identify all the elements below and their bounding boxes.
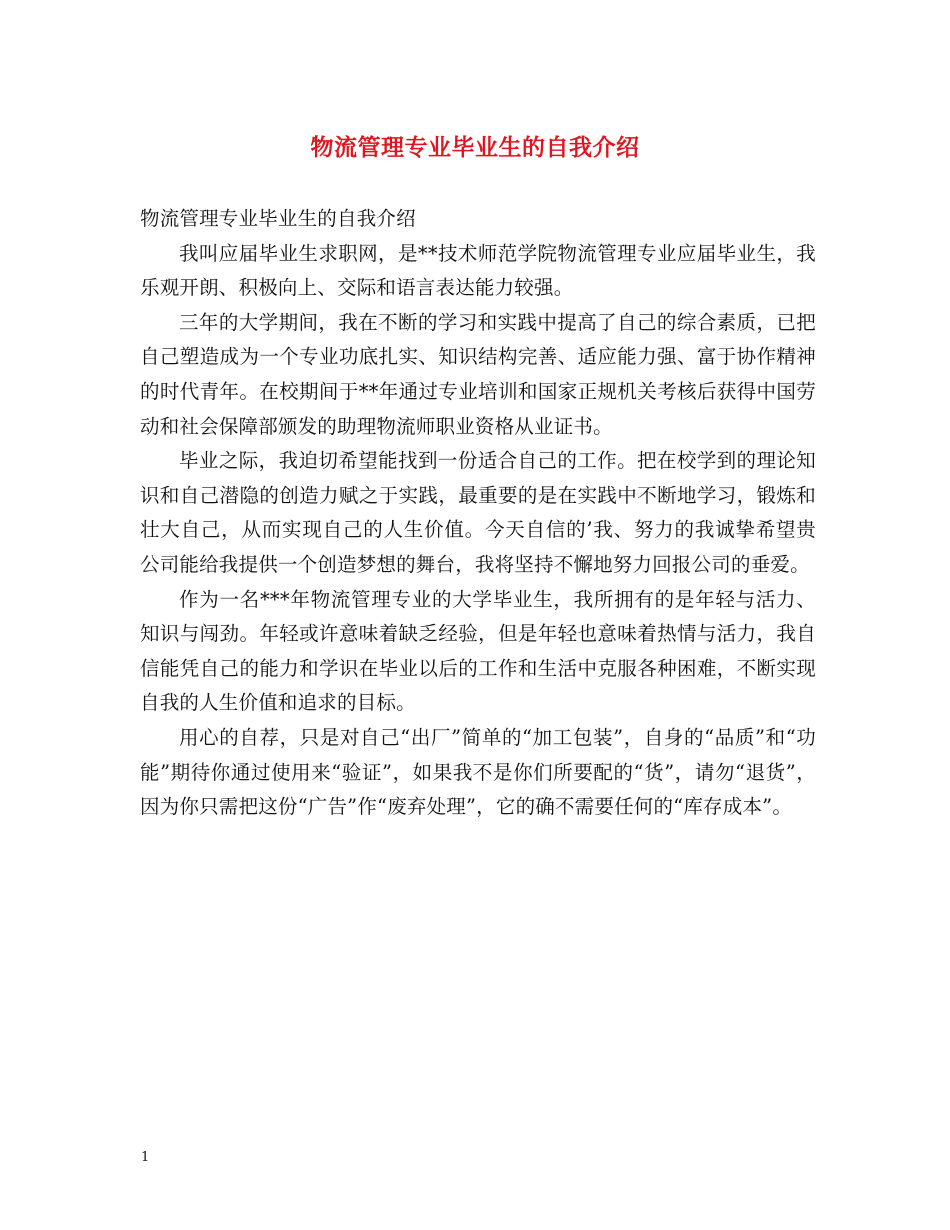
paragraph-college-years: 三年的大学期间，我在不断的学习和实践中提高了自己的综合素质，已把自己塑造成为一个专业功底扎实、知识结构完善、适应能力强、富于协作精神的时代青年。在校期间于**年通过专业培训和国家正规机关考核后获得中国劳动和社会保障部颁发的助理物流师职业资格从业证书。 [140,310,816,438]
paragraph-intro: 我叫应届毕业生求职网，是**技术师范学院物流管理专业应届毕业生，我乐观开朗、积极向上、交际和语言表达能力较强。 [140,241,816,300]
paragraph-job-goal: 毕业之际，我迫切希望能找到一份适合自己的工作。把在校学到的理论知识和自己潜隐的创造力赋之于实践，最重要的是在实践中不断地学习，锻炼和壮大自己，从而实现自己的人生价值。今天自信的’我、努力的我诚挚希望贵公司能给我提供一个创造梦想的舞台，我将坚持不懈地努力回报公司的垂爱。 [140,449,816,576]
paragraph-self-recommendation: 用心的自荐，只是对自己“出厂”简单的“加工包装”，自身的“品质”和“功能”期待你通过使用来“验证”，如果我不是你们所要配的“货”，请勿“退货”，因为你只需把这份“广告”作“废弃处理”，它的确不需要任何的“库存成本”。 [140,725,816,819]
document-title: 物流管理专业毕业生的自我介绍 [310,134,640,161]
document-body [140,202,816,825]
document-subtitle: 物流管理专业毕业生的自我介绍 [140,207,416,230]
paragraph-youth-vitality: 作为一名***年物流管理专业的大学毕业生，我所拥有的是年轻与活力、知识与闯劲。年轻或许意味着缺乏经验，但是年轻也意味着热情与活力，我自信能凭自己的能力和学识在毕业以后的工作和生活中克服各种困难，不断实现自我的人生价值和追求的目标。 [140,587,816,715]
page-number: 1 [141,1150,150,1165]
